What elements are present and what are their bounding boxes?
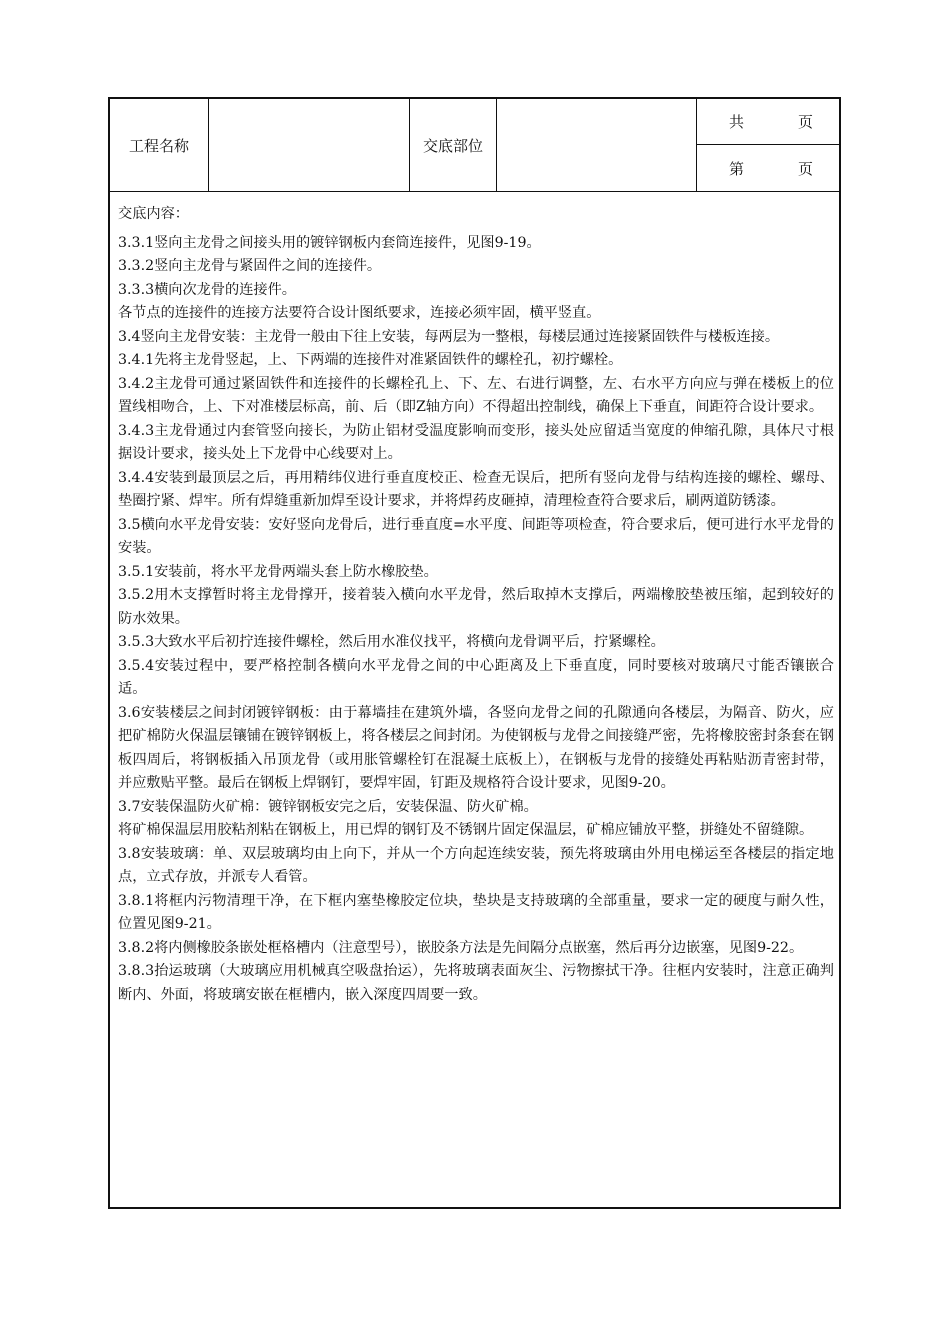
content-paragraph: 3.8安装玻璃：单、双层玻璃均由上向下，并从一个方向起连续安装，预先将玻璃由外用电梯运至各楼层的指定地点，立式存放，并派专人看管。 (118, 845, 834, 885)
content-paragraph: 3.8.1将框内污物清理干净，在下框内塞垫橡胶定位块，垫块是支持玻璃的全部重量，要求一定的硬度与耐久性，位置见图9-21。 (118, 892, 834, 932)
current-page-unit: 页 (798, 159, 814, 178)
page-counter (697, 99, 839, 191)
disclosure-form (108, 97, 841, 1209)
location-value[interactable] (497, 99, 697, 191)
project-name-label: 工程名称 (110, 99, 209, 191)
form-header (110, 99, 839, 192)
content-paragraph: 3.3.2竖向主龙骨与紧固件之间的连接件。 (118, 258, 382, 274)
content-paragraph: 3.5.1安装前，将水平龙骨两端头套上防水橡胶垫。 (118, 563, 438, 580)
disclosure-content (118, 203, 834, 1007)
content-paragraph: 3.4.4安装到最顶层之后，再用精纬仪进行垂直度校正、检查无误后，把所有竖向龙骨与结构连接的螺栓、螺母、垫圈拧紧、焊牢。所有焊缝重新加焊至设计要求，并将焊药皮砸掉，清理检查符合要求后，刷两道防锈漆。 (118, 469, 834, 509)
content-paragraph: 3.3.3横向次龙骨的连接件。 (118, 281, 296, 298)
content-paragraph: 3.5.2用木支撑暂时将主龙骨撑开，接着装入横向水平龙骨，然后取掉木支撑后，两端橡胶垫被压缩，起到较好的防水效果。 (118, 587, 834, 627)
content-paragraph: 3.3.1竖向主龙骨之间接头用的镀锌钢板内套筒连接件，见图9-19。 (118, 234, 541, 251)
content-paragraph: 将矿棉保温层用胶粘剂粘在钢板上，用已焊的钢钉及不锈钢片固定保温层，矿棉应铺放平整，拼缝处不留缝隙。 (118, 822, 814, 838)
content-paragraph: 3.8.2将内侧橡胶条嵌处框格槽内（注意型号），嵌胶条方法是先间隔分点嵌塞，然后再分边嵌塞，见图9-22。 (118, 939, 804, 956)
content-paragraph: 3.8.3抬运玻璃（大玻璃应用机械真空吸盘抬运），先将玻璃表面灰尘、污物擦拭干净。往框内安装时，注意正确判断内、外面，将玻璃安嵌在框槽内，嵌入深度四周要一致。 (118, 963, 834, 1003)
content-paragraph: 3.7安装保温防火矿棉：镀锌钢板安完之后，安装保温、防火矿棉。 (118, 798, 538, 815)
content-paragraph: 3.4.1先将主龙骨竖起，上、下两端的连接件对准紧固铁件的螺栓孔，初拧螺栓。 (118, 352, 623, 368)
total-pages-label: 共 (729, 113, 745, 131)
project-name-value[interactable] (209, 99, 410, 191)
current-page-label: 第 (729, 159, 745, 178)
content-paragraph: 3.4.2主龙骨可通过紧固铁件和连接件的长螺栓孔上、下、左、右进行调整，左、右水平方向应与弹在楼板上的位置线相吻合，上、下对准楼层标高，前、后（即Z轴方向）不得超出控制线，确保上下垂直，间距符合设计要求。 (118, 375, 834, 415)
content-title: 交底内容： (118, 206, 189, 222)
content-paragraph: 各节点的连接件的连接方法要符合设计图纸要求，连接必须牢固，横平竖直。 (118, 305, 601, 321)
content-paragraph: 3.4.3主龙骨通过内套管竖向接长，为防止铝材受温度影响而变形，接头处应留适当宽度的伸缩孔隙，具体尺寸根据设计要求，接头处上下龙骨中心线要对上。 (118, 422, 834, 462)
content-paragraph: 3.5.4安装过程中，要严格控制各横向水平龙骨之间的中心距离及上下垂直度，同时要核对玻璃尺寸能否镶嵌合适。 (118, 657, 834, 697)
total-pages-unit: 页 (798, 113, 814, 131)
content-paragraph: 3.5.3大致水平后初拧连接件螺栓，然后用水准仪找平，将横向龙骨调平后，拧紧螺栓。 (118, 634, 665, 650)
location-label: 交底部位 (410, 99, 497, 191)
content-paragraph: 3.5横向水平龙骨安装：安好竖向龙骨后，进行垂直度=水平度、间距等项检查，符合要求后，便可进行水平龙骨的安装。 (118, 516, 834, 556)
total-pages-row (697, 99, 839, 145)
current-page-row (697, 145, 839, 191)
content-paragraph: 3.4竖向主龙骨安装：主龙骨一般由下往上安装，每两层为一整根，每楼层通过连接紧固铁件与楼板连接。 (118, 328, 780, 345)
content-paragraph: 3.6安装楼层之间封闭镀锌钢板：由于幕墙挂在建筑外墙，各竖向龙骨之间的孔隙通向各楼层，为隔音、防火，应把矿棉防火保温层镶铺在镀锌钢板上，将各楼层之间封闭。为使钢板与龙骨之间接缝严密，先将橡胶密封条套在钢板四周后，将钢板插入吊顶龙骨（或用胀管螺栓钉在混凝土底板上），在钢板与龙骨的接缝处再粘贴沥青密封带，并应敷贴平整。最后在钢板上焊钢钉，要焊牢固，钉距及规格符合设计要求，见图9-20。 (118, 704, 834, 791)
